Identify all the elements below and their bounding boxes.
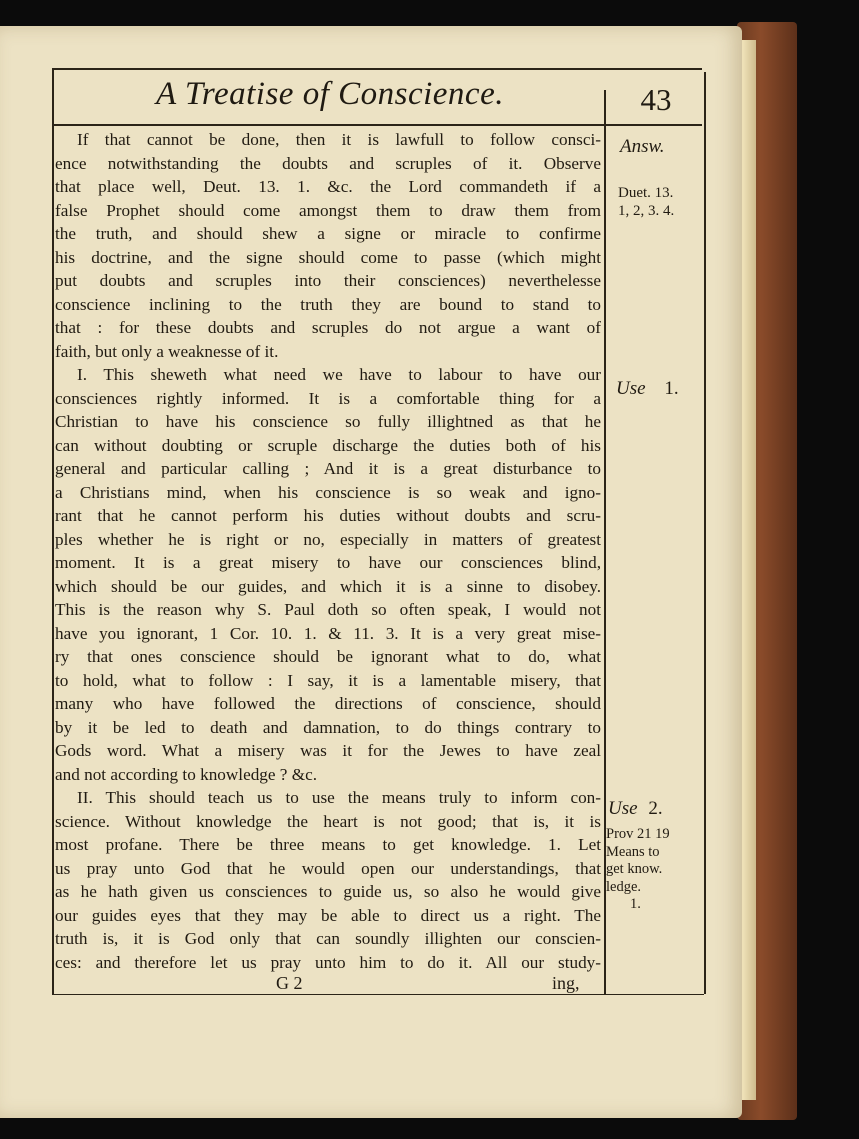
means-line-3: ledge. — [606, 878, 642, 895]
margin-note-deut-ref — [618, 184, 674, 220]
text-line: a Christians mind, when his conscience is so weak and igno- — [55, 482, 601, 502]
right-frame-rule — [704, 72, 706, 994]
means-line-2: get know. — [606, 861, 663, 877]
text-line: by it be led to death and damnation, to do things contrary to — [55, 717, 601, 737]
page-number: 43 — [640, 82, 672, 117]
text-line: science. Without knowledge the heart is not good; that is, it is — [55, 811, 601, 831]
text-line: which should be our guides, and which it is a sinne to disobey. — [55, 576, 601, 596]
text-line: put doubts and scruples into their consciences) neverthelesse — [55, 271, 601, 290]
catchword: ing, — [552, 973, 580, 993]
text-line: to hold, what to follow : I say, it is a lamentable misery, that — [55, 670, 601, 690]
text-line: can without doubting or scruple discharge the duties both of his — [55, 435, 601, 455]
margin-note-use-1 — [616, 380, 679, 398]
margin-note-answer: Answ. — [620, 136, 665, 157]
text-line: as he hath given us consciences to guide us, so also he would give — [55, 882, 601, 901]
text-line: moment. It is a great misery to have our consciences blind, — [55, 553, 601, 572]
margin-note-means — [606, 826, 670, 914]
text-line: most profane. There be three means to get knowledge. 1. Let — [55, 835, 601, 854]
means-number: 1. — [630, 896, 641, 912]
text-line: false Prophet should come amongst them to draw them from — [55, 200, 601, 220]
text-line: ces: and therefore let us pray unto him to do it. All our study- — [55, 952, 601, 972]
text-line: conscience inclining to the truth they are bound to stand to — [55, 294, 601, 314]
use1-number: 1. — [664, 378, 679, 399]
text-line: This is the reason why S. Paul doth so often speak, I would not — [55, 600, 601, 619]
signature-mark: G 2 — [276, 973, 303, 993]
use2-number: 2. — [648, 798, 663, 819]
header-top-rule — [52, 68, 702, 70]
margin-note-use-2 — [608, 800, 663, 818]
text-line: us pray unto God that he would open our understandings, that — [55, 858, 601, 878]
prov-ref: Prov 21 19 — [606, 826, 670, 842]
text-line: faith, but only a weaknesse of it. — [55, 341, 279, 361]
use1-label: Use — [616, 378, 646, 399]
text-line: Christian to have his conscience so fully illightned as that he — [55, 412, 601, 431]
text-line: ples whether he is right or no, especially in matters of greatest — [55, 529, 601, 549]
text-line: his doctrine, and the signe should come to passe (which might — [55, 247, 601, 267]
text-line: have you ignorant, 1 Cor. 10. 1. & 11. 3. It is a very great mise- — [55, 623, 601, 643]
text-line: general and particular calling ; And it is a great disturbance to — [55, 459, 601, 478]
footer-rule — [52, 994, 704, 995]
text-line: I. This sheweth what need we have to labour to have our — [77, 365, 601, 384]
text-line: consciences rightly informed. It is a comfortable thing for a — [55, 388, 601, 408]
deut-ref-line-1: Duet. 13. — [618, 185, 674, 201]
use2-label: Use — [608, 798, 638, 819]
text-line: ence notwithstanding the doubts and scruples of it. Observe — [55, 153, 601, 173]
text-line: the truth, and should shew a signe or miracle to confirme — [55, 224, 601, 243]
text-line: Gods word. What a misery was it for the Jewes to have zeal — [55, 741, 601, 760]
means-line-1: Means to — [606, 843, 660, 860]
text-line: and not according to knowledge ? &c. — [55, 764, 318, 784]
body-text — [55, 128, 601, 974]
running-title: A Treatise of Conscience. — [156, 76, 504, 112]
text-line: II. This should teach us to use the means truly to inform con- — [77, 788, 601, 807]
text-line: rant that he cannot perform his duties without doubts and scru- — [55, 506, 601, 525]
text-line: If that cannot be done, then it is lawfull to follow consci- — [77, 130, 601, 149]
text-line: ry that ones conscience should be ignorant what to do, what — [55, 647, 601, 666]
text-line: that place well, Deut. 13. 1. &c. the Lord commandeth if a — [55, 177, 601, 196]
text-line: truth is, it is God only that can soundly illighten our conscien- — [55, 929, 601, 948]
text-line: many who have followed the directions of conscience, should — [55, 694, 601, 713]
deut-ref-line-2: 1, 2, 3. 4. — [618, 203, 675, 219]
text-line: that : for these doubts and scruples do not argue a want of — [55, 318, 601, 337]
text-line: our guides eyes that they may be able to direct us a right. The — [55, 905, 601, 925]
left-frame-rule — [52, 68, 54, 994]
